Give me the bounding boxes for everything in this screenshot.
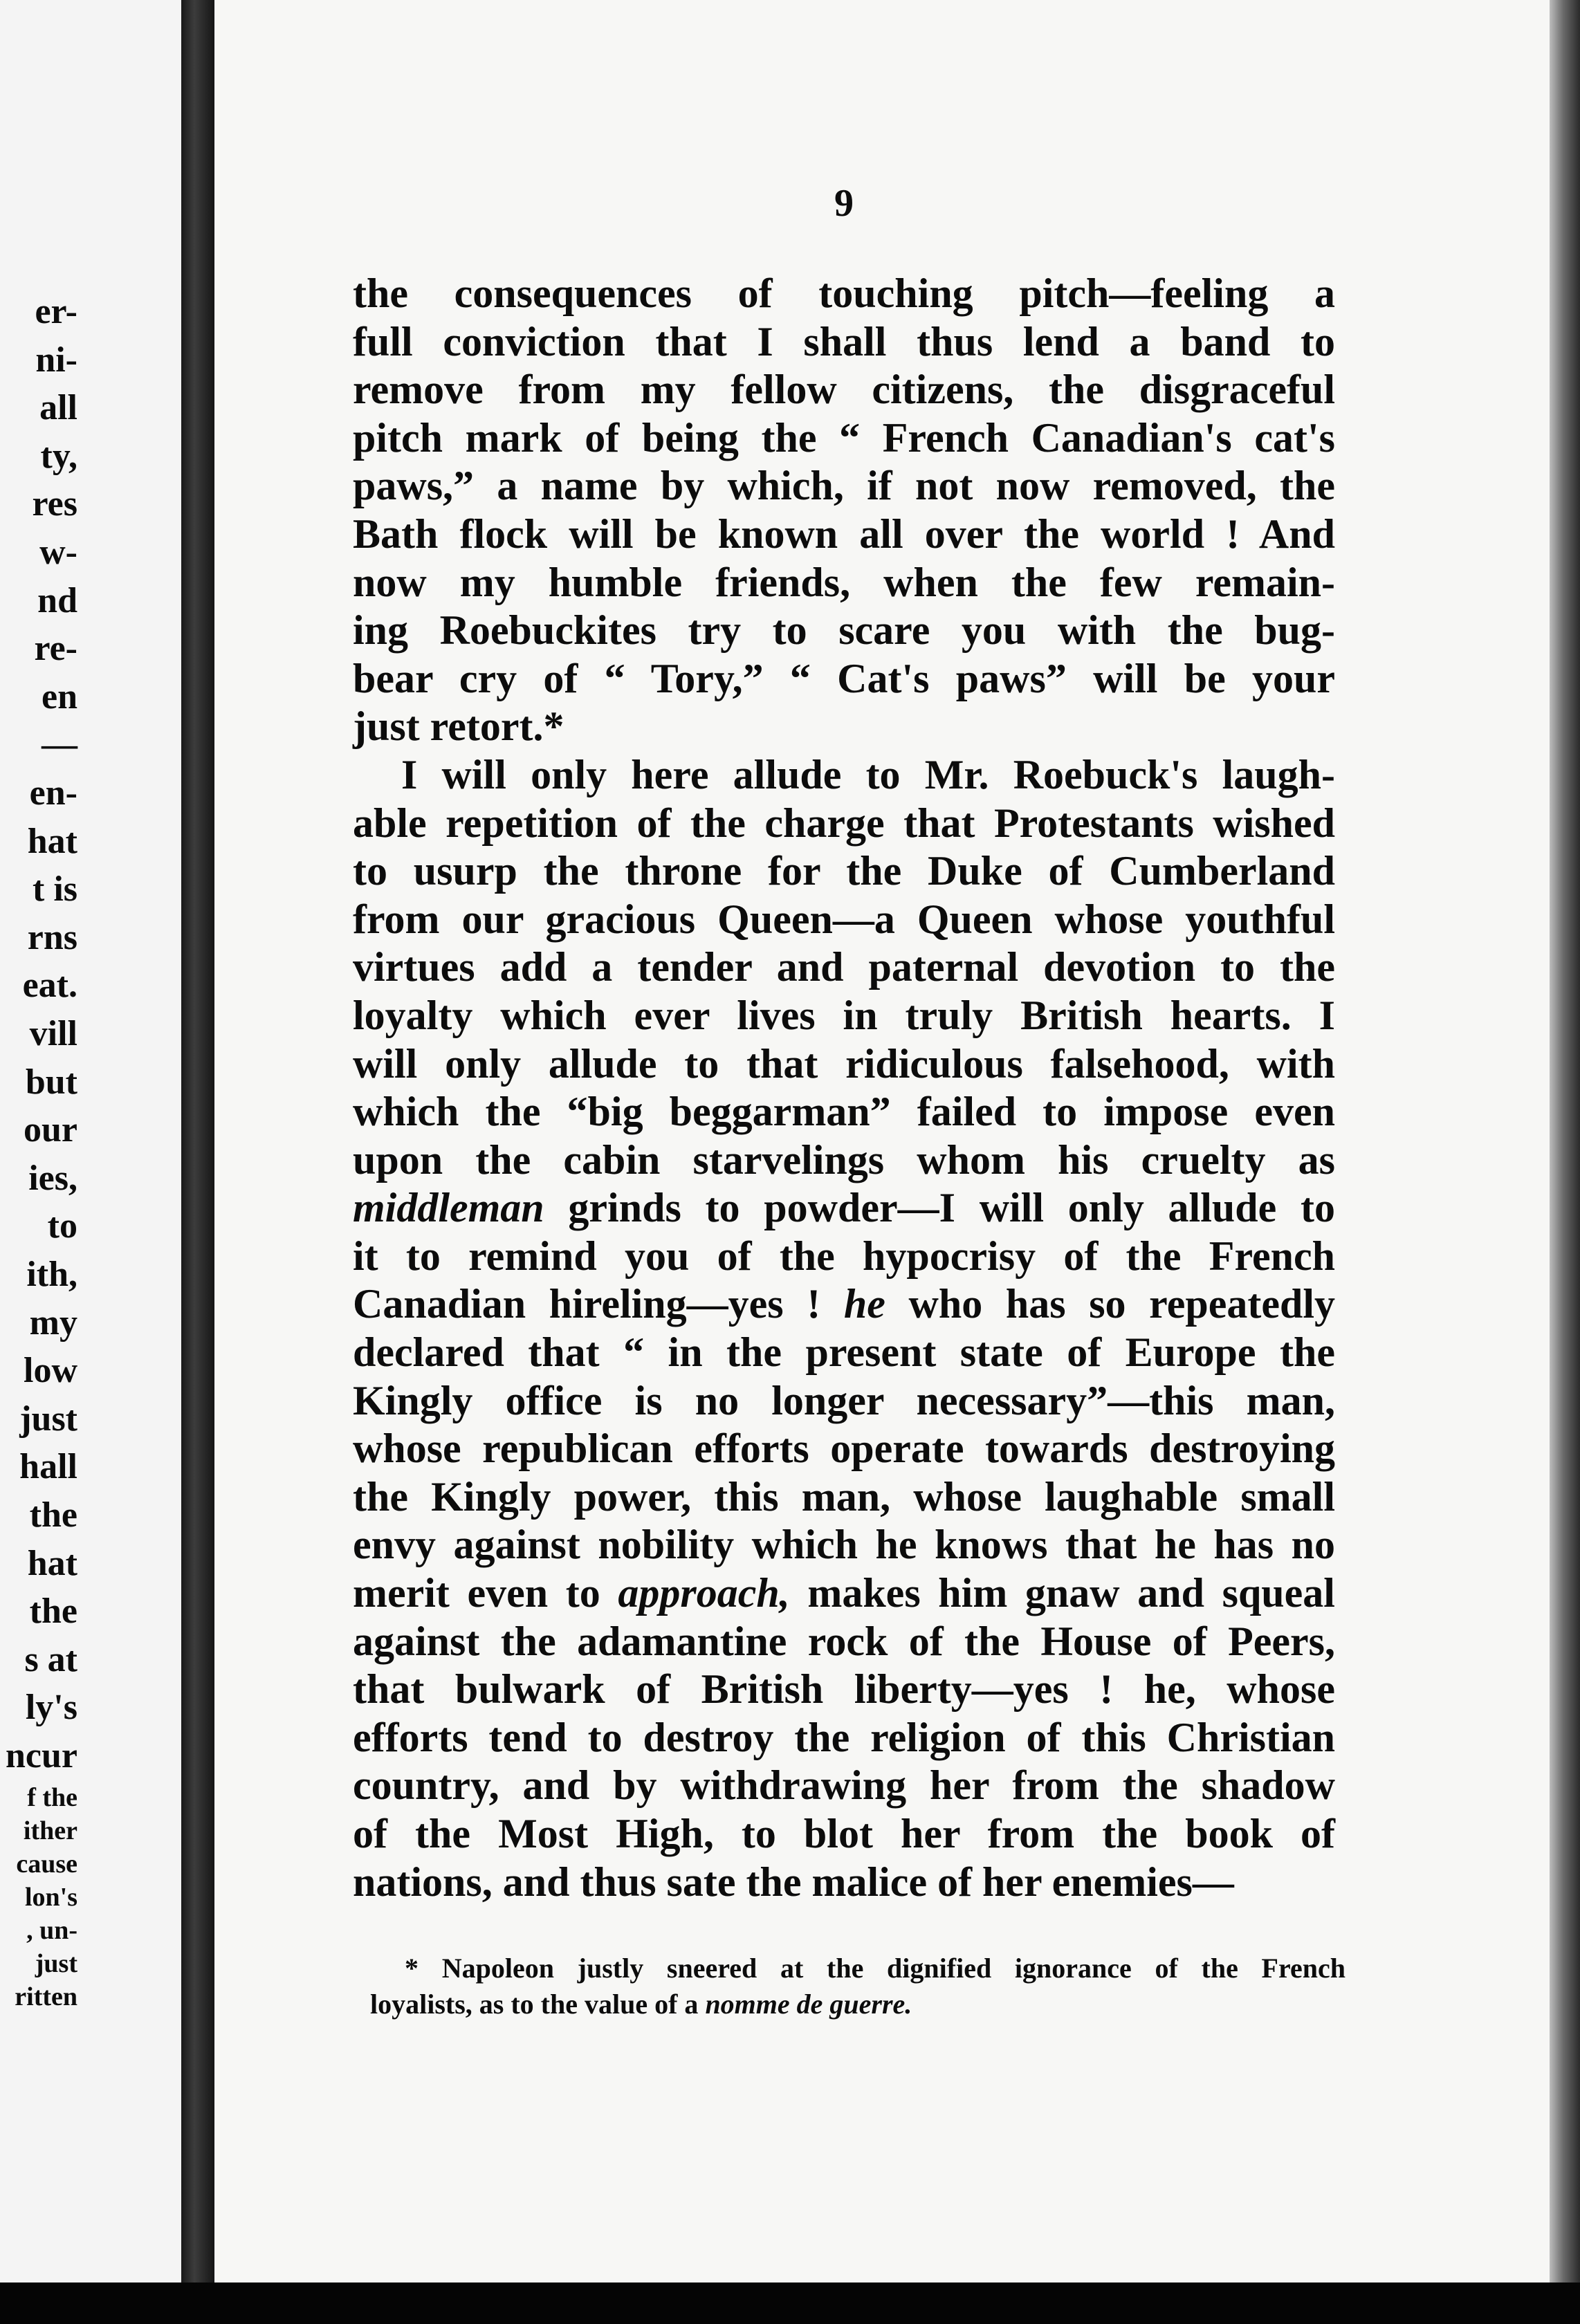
body-line xyxy=(353,1040,1335,1089)
previous-page-fragment: t is xyxy=(33,869,77,910)
text-run: Bath flock will be known all over the world ! And xyxy=(353,510,1335,557)
previous-page-fragment: eat. xyxy=(22,966,77,1006)
italic-text: approach, xyxy=(618,1570,790,1616)
body-line xyxy=(353,992,1335,1040)
body-line xyxy=(353,800,1335,848)
previous-page-fragment: s at xyxy=(24,1639,77,1679)
body-line xyxy=(353,1859,1335,1907)
text-run: will only allude to that ridiculous falsehood, with xyxy=(353,1040,1335,1087)
text-run: loyalists, as to the value of a xyxy=(370,1989,706,2020)
body-line xyxy=(353,1425,1335,1473)
page-edge xyxy=(1550,0,1580,2324)
body-line xyxy=(353,703,1335,751)
body-line xyxy=(353,1618,1335,1666)
previous-page-fragment: — xyxy=(42,725,77,765)
previous-page-fragment: the xyxy=(29,1592,77,1632)
text-run: bear cry of “ Tory,” “ Cat's paws” will be your xyxy=(353,655,1335,701)
text-run: pitch mark of being the “ French Canadian's cat's xyxy=(353,414,1335,461)
body-line xyxy=(353,318,1335,367)
text-run: paws,” a name by which, if not now removed, the xyxy=(353,463,1335,509)
text-run: virtues add a tender and paternal devotion to the xyxy=(353,944,1335,990)
body-line xyxy=(353,655,1335,703)
text-run: who has so repeatedly xyxy=(885,1281,1335,1327)
body-line xyxy=(353,1714,1335,1762)
footnote-line xyxy=(370,1986,1345,2022)
body-line xyxy=(353,896,1335,944)
body-line xyxy=(353,1184,1335,1233)
footnote-line xyxy=(370,1950,1345,1986)
previous-page-footnote-fragment: ritten xyxy=(15,1982,77,2011)
previous-page-fragment: ni- xyxy=(35,340,77,380)
text-run: upon the cabin starvelings whom his cruelty as xyxy=(353,1136,1335,1183)
text-run: now my humble friends, when the few remain- xyxy=(353,559,1335,605)
previous-page-fragment: rns xyxy=(27,917,77,957)
footnote xyxy=(370,1950,1345,2022)
body-line xyxy=(353,1377,1335,1426)
body-line xyxy=(353,1233,1335,1281)
text-run: whose republican efforts operate towards destroying xyxy=(353,1426,1335,1472)
text-run: the consequences of touching pitch—feeling a xyxy=(353,270,1335,316)
body-line xyxy=(353,1810,1335,1859)
text-run: able repetition of the charge that Protestants wished xyxy=(353,800,1335,846)
body-line xyxy=(353,1521,1335,1569)
text-run: grinds to powder—I will only allude to xyxy=(544,1185,1335,1231)
previous-page-fragment: low xyxy=(24,1351,77,1391)
text-run: the Kingly power, this man, whose laughable small xyxy=(353,1473,1335,1520)
body-line xyxy=(353,1329,1335,1377)
previous-page-footnote-fragment: , un- xyxy=(26,1916,77,1945)
body-line xyxy=(353,1666,1335,1714)
previous-page-fragment: hat xyxy=(27,1543,77,1583)
previous-page-fragment: vill xyxy=(29,1014,77,1053)
text-run: full conviction that I shall thus lend a band to xyxy=(353,318,1335,365)
body-line xyxy=(353,607,1335,655)
previous-page-fragment: our xyxy=(24,1110,77,1150)
text-run: remove from my fellow citizens, the disgraceful xyxy=(353,367,1335,413)
previous-page-fragment: to xyxy=(47,1206,77,1246)
previous-page xyxy=(0,0,181,2282)
previous-page-fragment: all xyxy=(39,388,77,428)
previous-page-fragment: but xyxy=(25,1062,77,1102)
text-run: Kingly office is no longer necessary”—this man, xyxy=(353,1377,1335,1423)
body-line xyxy=(353,414,1335,463)
previous-page-footnote-fragment: lon's xyxy=(24,1883,77,1912)
previous-page-fragment: nd xyxy=(37,580,77,620)
previous-page-fragment: re- xyxy=(34,629,77,669)
text-run: efforts tend to destroy the religion of this Christian xyxy=(353,1714,1335,1760)
text-run: envy against nobility which he knows that he has no xyxy=(353,1522,1335,1568)
text-run: makes him gnaw and squeal xyxy=(789,1570,1335,1616)
body-line xyxy=(353,270,1335,318)
text-run: declared that “ in the present state of Europe the xyxy=(353,1329,1335,1376)
italic-text: middleman xyxy=(353,1185,544,1231)
text-run: * Napoleon justly sneered at the dignified ignorance of the French xyxy=(405,1953,1345,1984)
previous-page-fragment: ty, xyxy=(40,436,77,476)
text-run: to usurp the throne for the Duke of Cumberland xyxy=(353,848,1335,894)
text-run: just retort.* xyxy=(353,703,564,750)
italic-text: he xyxy=(843,1281,885,1327)
body-line xyxy=(353,847,1335,896)
previous-page-fragment: w- xyxy=(39,533,77,572)
text-run: merit even to xyxy=(353,1570,618,1616)
body-line xyxy=(353,943,1335,992)
previous-page-fragment: ith, xyxy=(26,1255,77,1294)
previous-page-fragment: ncur xyxy=(6,1736,77,1776)
body-line xyxy=(353,1088,1335,1136)
previous-page-fragment: just xyxy=(19,1399,77,1439)
text-run: that bulwark of British liberty—yes ! he, whose xyxy=(353,1666,1335,1713)
body-line xyxy=(353,462,1335,510)
previous-page-fragment: ly's xyxy=(25,1688,77,1728)
previous-page-footnote-fragment: cause xyxy=(16,1850,77,1879)
previous-page-fragment: hat xyxy=(27,821,77,861)
body-line xyxy=(353,1280,1335,1329)
previous-page-fragment: er- xyxy=(35,292,77,331)
body-line xyxy=(353,366,1335,414)
book-gutter xyxy=(181,0,214,2324)
previous-page-fragment: en- xyxy=(29,773,77,813)
body-line xyxy=(353,1762,1335,1810)
text-run: I will only here allude to Mr. Roebuck's laugh- xyxy=(401,751,1335,797)
previous-page-footnote-fragment: ither xyxy=(23,1816,77,1845)
previous-page-fragment: res xyxy=(32,484,77,524)
body-line xyxy=(353,751,1335,800)
body-line xyxy=(353,1569,1335,1618)
previous-page-fragment: hall xyxy=(19,1447,77,1487)
previous-page-fragment: en xyxy=(42,676,77,717)
body-line xyxy=(353,559,1335,607)
text-run: against the adamantine rock of the House of Peers, xyxy=(353,1618,1335,1664)
previous-page-footnote-fragment: just xyxy=(35,1949,77,1978)
text-run: country, and by withdrawing her from the shadow xyxy=(353,1762,1335,1809)
page-number: 9 xyxy=(834,182,854,225)
text-run: which the “big beggarman” failed to impose even xyxy=(353,1089,1335,1135)
previous-page-fragment: the xyxy=(29,1495,77,1535)
body-line xyxy=(353,1473,1335,1522)
previous-page-fragment: ies, xyxy=(28,1158,77,1198)
body-line xyxy=(353,1136,1335,1185)
italic-text: nomme de guerre. xyxy=(705,1989,912,2020)
text-run: nations, and thus sate the malice of her enemies— xyxy=(353,1859,1234,1905)
scan-border xyxy=(0,2282,1580,2324)
text-run: ing Roebuckites try to scare you with the bug- xyxy=(353,607,1335,654)
body-line xyxy=(353,510,1335,559)
previous-page-fragment: my xyxy=(29,1302,77,1343)
text-run: loyalty which ever lives in truly British hearts. I xyxy=(353,992,1335,1038)
body-text xyxy=(353,270,1335,1906)
text-run: from our gracious Queen—a Queen whose youthful xyxy=(353,896,1335,942)
previous-page-footnote-fragment: f the xyxy=(27,1783,77,1812)
text-run: Canadian hireling—yes ! xyxy=(353,1281,844,1327)
text-run: it to remind you of the hypocrisy of the French xyxy=(353,1233,1335,1279)
text-run: of the Most High, to blot her from the book of xyxy=(353,1811,1335,1856)
